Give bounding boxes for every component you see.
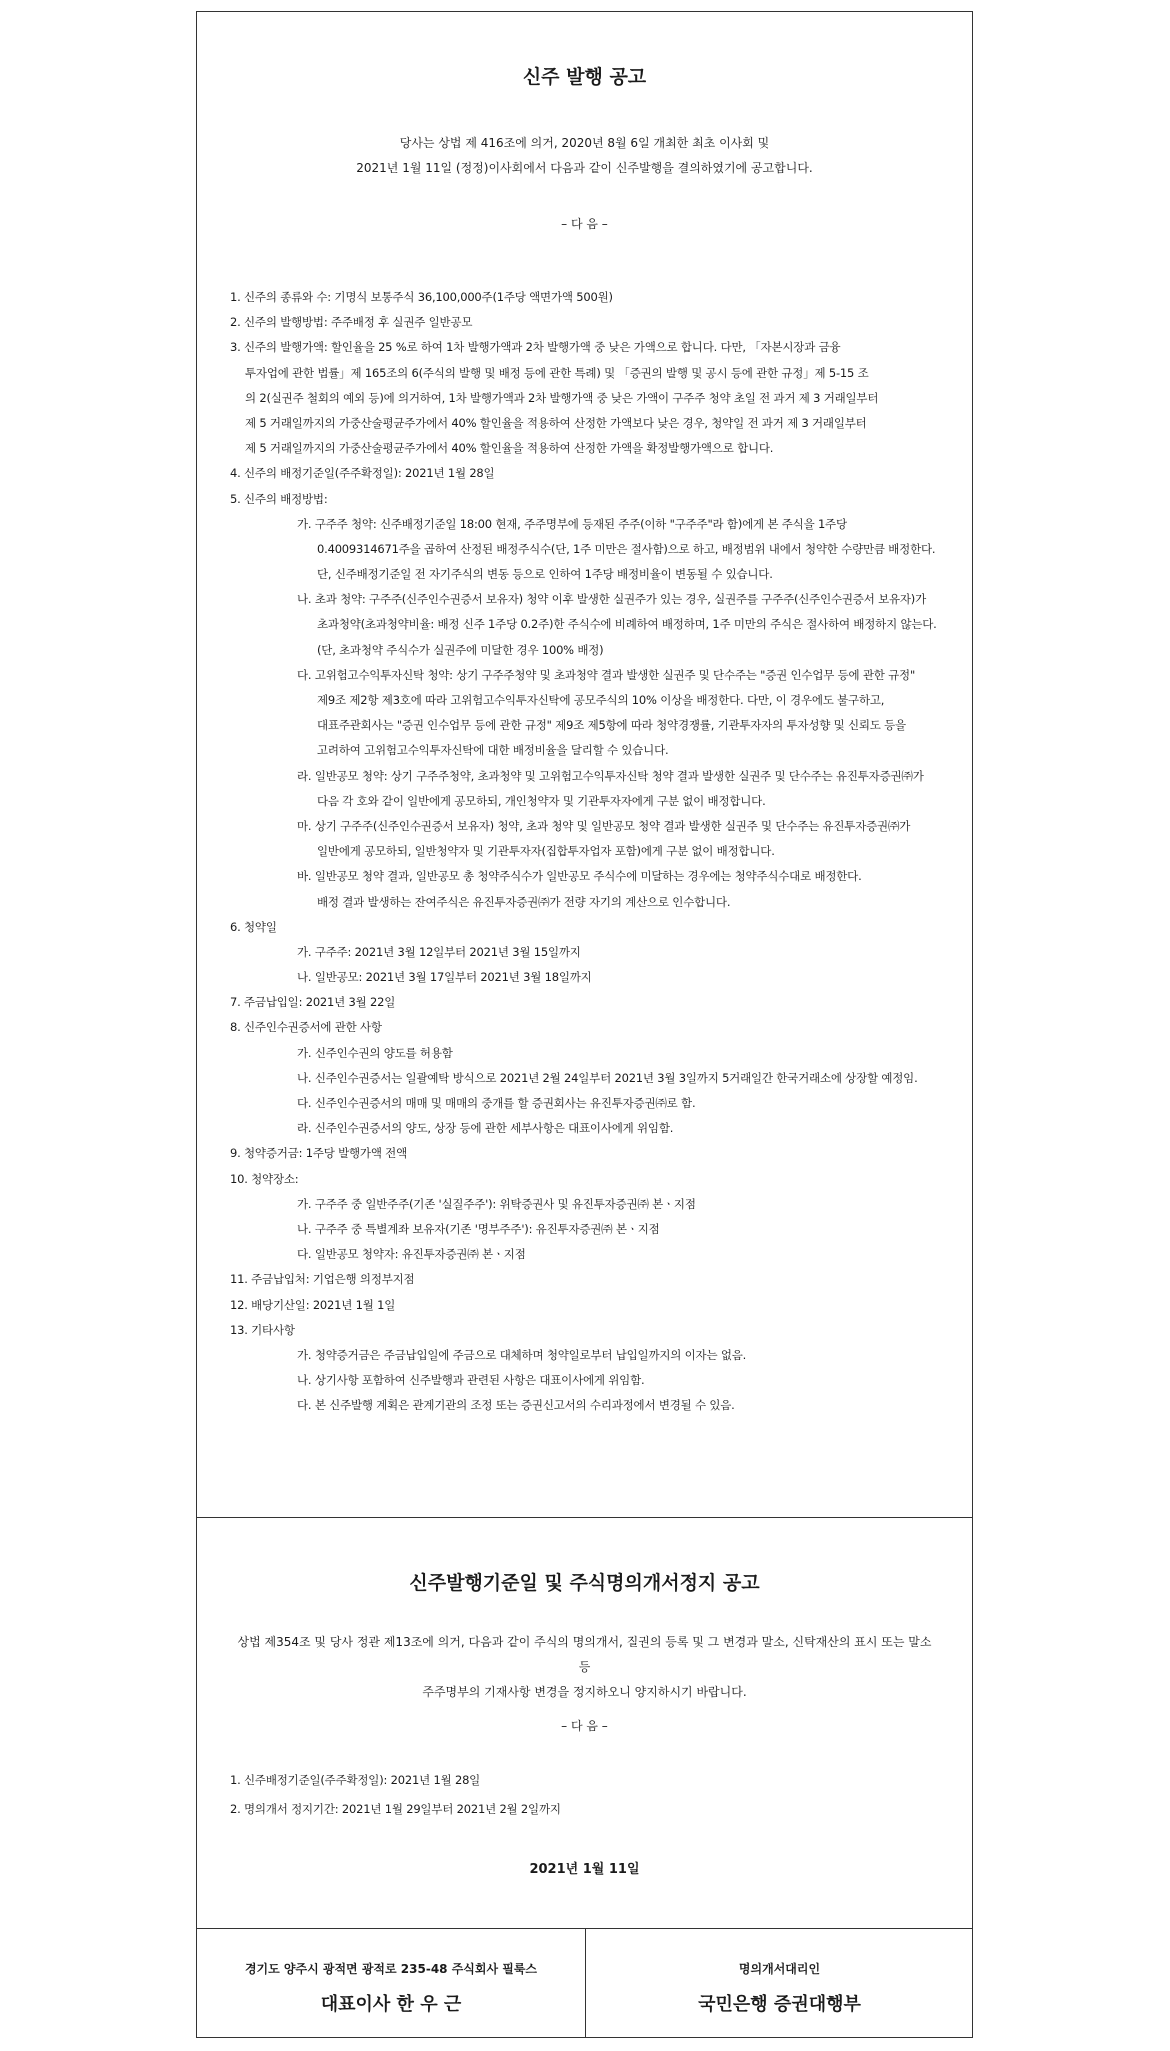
ceo-name: 대표이사 한 우 근 <box>320 1994 462 2015</box>
list-item: 가. 구주주 청약: 신주배정기준일 18:00 현재, 주주명부에 등재된 주주(이하 "구주주"라 함)에게 본 주식을 1주당 <box>297 516 847 531</box>
notice-intro <box>237 131 932 181</box>
list-item: 제9조 제2항 제3호에 따라 고위험고수익투자신탁에 공모주식의 10% 이상을 배정한다. 다만, 이 경우에도 불구하고, <box>317 693 885 707</box>
list-item: 다. 고위험고수익투자신탁 청약: 상기 구주주청약 및 초과청약 결과 발생한 실권주 및 단수주는 "증권 인수업무 등에 관한 규정" <box>297 667 916 682</box>
record-date-notice-title: 신주발행기준일 및 주식명의개서정지 공고 <box>409 1572 760 1594</box>
company-address: 경기도 양주시 광적면 광적로 235-48 주식회사 필룩스 <box>244 1962 538 1976</box>
list-item: 투자업에 관한 법률」제 165조의 6(주식의 발행 및 배정 등에 관한 특례) 및 「증권의 발행 및 공시 등에 관한 규정」제 5-15 조 <box>245 365 869 380</box>
list-item: 제 5 거래일까지의 가중산술평균주가에서 40% 할인율을 적용하여 산정한 가액을 확정발행가액으로 합니다. <box>245 441 774 456</box>
list-item: 단, 신주배정기준일 전 자기주식의 변동 등으로 인하여 1주당 배정비율이 변동될 수 있습니다. <box>317 567 773 582</box>
list-item: 다. 일반공모 청약자: 유진투자증권㈜ 본ㆍ지점 <box>297 1247 526 1262</box>
list-item: 다음 각 호와 같이 일반에게 공모하되, 개인청약자 및 기관투자자에게 구분 없이 배정합니다. <box>317 793 766 808</box>
list-item: 다. 신주인수권증서의 매매 및 매매의 중개를 할 증권회사는 유진투자증권㈜로 함. <box>297 1096 696 1110</box>
list-item: 나. 신주인수권증서는 일괄예탁 방식으로 2021년 2월 24일부터 2021년 3월 3일까지 5거래일간 한국거래소에 상장할 예정임. <box>297 1070 918 1085</box>
list-item: 1. 신주의 종류와 수: 기명식 보통주식 36,100,000주(1주당 액면가액 500원) <box>230 290 613 304</box>
list-item: 고려하여 고위험고수익투자신탁에 대한 배정비율을 달리할 수 있습니다. <box>317 743 669 758</box>
list-item: 5. 신주의 배정방법: <box>230 491 328 506</box>
dum-heading: – 다 음 – <box>561 217 608 231</box>
list-item: 0.4009314671주을 곱하여 산정된 배정주식수(단, 1주 미만은 절사함)으로 하고, 배정범위 내에서 청약한 수량만큼 배정한다. <box>317 541 936 556</box>
list-item: 3. 신주의 발행가액: 할인율을 25 %로 하여 1차 발행가액과 2차 발행가액 중 낮은 가액으로 합니다. 다만, 「자본시장과 금융 <box>230 340 841 355</box>
list-item: 8. 신주인수권증서에 관한 사항 <box>230 1020 382 1035</box>
list-item: 가. 신주인수권의 양도를 허용함 <box>297 1045 453 1060</box>
list-item: 4. 신주의 배정기준일(주주확정일): 2021년 1월 28일 <box>230 466 495 481</box>
transfer-agent <box>586 1928 973 2038</box>
list-item: 나. 일반공모: 2021년 3월 17일부터 2021년 3월 18일까지 <box>297 970 592 985</box>
terms-list <box>230 285 944 1418</box>
list-item: 나. 초과 청약: 구주주(신주인수권증서 보유자) 청약 이후 발생한 실권주가 있는 경우, 실권주를 구주주(신주인수권증서 보유자)가 <box>297 592 927 607</box>
list-item: 초과청약(초과청약비율: 배정 신주 1주당 0.2주)한 주식수에 비례하여 배정하며, 1주 미만의 주식은 절사하여 배정하지 않는다. <box>317 617 937 632</box>
agent-label: 명의개서대리인 <box>738 1962 821 1976</box>
list-item: 가. 구주주 중 일반주주(기존 '실질주주'): 위탁증권사 및 유진투자증권㈜ 본ㆍ지점 <box>297 1196 696 1211</box>
record-date-list <box>230 1766 944 1824</box>
list-item: 대표주관회사는 "증권 인수업무 등에 관한 규정" 제9조 제5항에 따라 청약경쟁률, 기관투자자의 투자성향 및 신뢰도 등을 <box>317 718 906 733</box>
list-item: 라. 일반공모 청약: 상기 구주주청약, 초과청약 및 고위험고수익투자신탁 청약 결과 발생한 실권주 및 단수주는 유진투자증권㈜가 <box>297 768 924 783</box>
list-item: 13. 기타사항 <box>230 1322 295 1337</box>
intro-line: 주주명부의 기재사항 변경을 정지하오니 양지하시기 바랍니다. <box>422 1685 747 1699</box>
list-item: 라. 신주인수권증서의 양도, 상장 등에 관한 세부사항은 대표이사에게 위임함. <box>297 1121 674 1136</box>
dum-heading: – 다 음 – <box>561 1719 608 1733</box>
company-signature <box>197 1928 585 2038</box>
list-item: 1. 신주배정기준일(주주확정일): 2021년 1월 28일 <box>230 1773 481 1787</box>
list-item: 다. 본 신주발행 계획은 관계기관의 조정 또는 증권신고서의 수리과정에서 변경될 수 있음. <box>297 1398 735 1413</box>
list-item: 일반에게 공모하되, 일반청약자 및 기관투자자(집합투자업자 포함)에게 구분 없이 배정합니다. <box>317 844 775 859</box>
list-item: 배정 결과 발생하는 잔여주식은 유진투자증권㈜가 전량 자기의 계산으로 인수합니다. <box>317 894 731 909</box>
notice-frame <box>196 11 973 2038</box>
list-item: 6. 청약일 <box>230 919 277 934</box>
notice-title: 신주 발행 공고 <box>522 66 647 88</box>
list-item: 12. 배당기산일: 2021년 1월 1일 <box>230 1297 396 1312</box>
record-date-intro <box>237 1630 932 1705</box>
notice-date: 2021년 1월 11일 <box>529 1862 640 1877</box>
intro-line: 당사는 상법 제 416조에 의거, 2020년 8월 6일 개최한 최초 이사회 및 <box>399 136 770 150</box>
list-item: 나. 상기사항 포함하여 신주발행과 관련된 사항은 대표이사에게 위임함. <box>297 1373 645 1388</box>
list-item: 2. 명의개서 정지기간: 2021년 1월 29일부터 2021년 2월 2일까지 <box>230 1802 561 1816</box>
list-item: 의 2(실권주 철회의 예외 등)에 의거하여, 1차 발행가액과 2차 발행가액 중 낮은 가액이 구주주 청약 초일 전 과거 제 3 거래일부터 <box>245 390 879 405</box>
list-item: 가. 구주주: 2021년 3월 12일부터 2021년 3월 15일까지 <box>297 944 581 959</box>
list-item: 나. 구주주 중 특별계좌 보유자(기존 '명부주주'): 유진투자증권㈜ 본ㆍ지점 <box>297 1221 660 1236</box>
intro-line: 상법 제354조 및 당사 정관 제13조에 의거, 다음과 같이 주식의 명의개서, 질권의 등록 및 그 변경과 말소, 신탁재산의 표시 또는 말소 등 <box>237 1635 932 1674</box>
agent-name: 국민은행 증권대행부 <box>698 1994 861 2015</box>
list-item: 10. 청약장소: <box>230 1171 299 1186</box>
new-share-issuance-notice <box>197 12 972 1517</box>
list-item: 9. 청약증거금: 1주당 발행가액 전액 <box>230 1146 408 1161</box>
section-divider <box>197 1517 972 1518</box>
list-item: 가. 청약증거금은 주금납입일에 주금으로 대체하며 청약일로부터 납입일까지의 이자는 없음. <box>297 1347 747 1362</box>
intro-line: 2021년 1월 11일 (정정)이사회에서 다음과 같이 신주발행을 결의하였기에 공고합니다. <box>356 161 813 175</box>
list-item: 바. 일반공모 청약 결과, 일반공모 총 청약주식수가 일반공모 주식수에 미달하는 경우에는 청약주식수대로 배정한다. <box>297 869 862 884</box>
list-item: 제 5 거래일까지의 가중산술평균주가에서 40% 할인율을 적용하여 산정한 가액보다 낮은 경우, 청약일 전 과거 제 3 거래일부터 <box>245 415 867 430</box>
list-item: 마. 상기 구주주(신주인수권증서 보유자) 청약, 초과 청약 및 일반공모 청약 결과 발생한 실권주 및 단수주는 유진투자증권㈜가 <box>297 818 911 833</box>
list-item: (단, 초과청약 주식수가 실권주에 미달한 경우 100% 배정) <box>317 642 604 657</box>
list-item: 2. 신주의 발행방법: 주주배정 후 실권주 일반공모 <box>230 315 473 330</box>
list-item: 7. 주금납입일: 2021년 3월 22일 <box>230 995 396 1010</box>
list-item: 11. 주금납입처: 기업은행 의정부지점 <box>230 1272 415 1287</box>
